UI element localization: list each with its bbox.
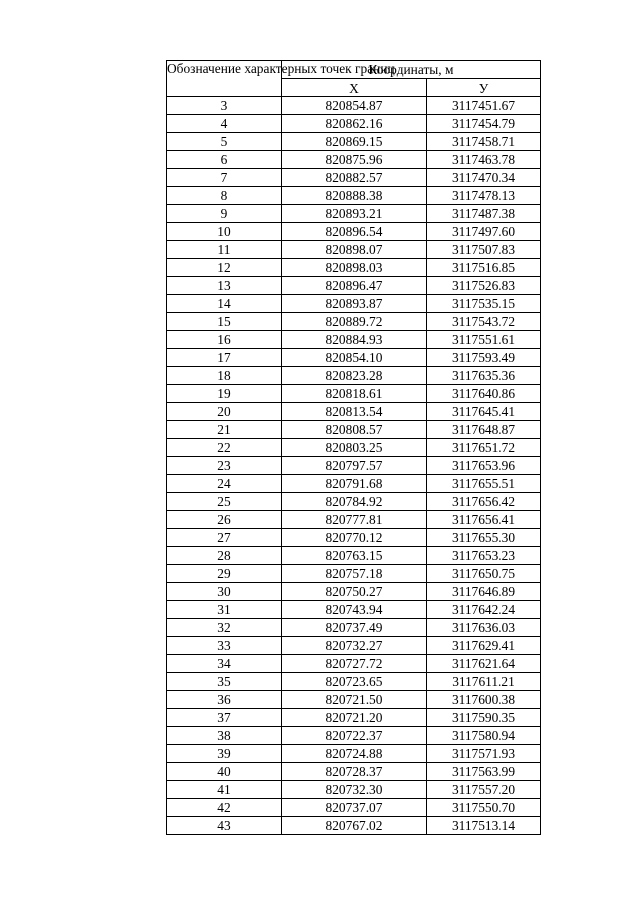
table-row xyxy=(167,583,541,601)
table-row xyxy=(167,817,541,835)
table-row xyxy=(167,511,541,529)
point-id-cell: 39 xyxy=(167,745,282,763)
table-row xyxy=(167,799,541,817)
point-id-cell: 20 xyxy=(167,403,282,421)
table-row xyxy=(167,781,541,799)
table-row xyxy=(167,97,541,115)
x-coordinate-cell: 820889.72 xyxy=(282,313,427,331)
x-coordinate-cell: 820882.57 xyxy=(282,169,427,187)
table-row xyxy=(167,691,541,709)
x-coordinate-cell: 820813.54 xyxy=(282,403,427,421)
y-coordinate-cell: 3117635.36 xyxy=(427,367,541,385)
x-coordinate-cell: 820862.16 xyxy=(282,115,427,133)
table-row xyxy=(167,241,541,259)
y-coordinate-cell: 3117645.41 xyxy=(427,403,541,421)
point-id-cell: 43 xyxy=(167,817,282,835)
x-coordinate-cell: 820750.27 xyxy=(282,583,427,601)
point-id-cell: 33 xyxy=(167,637,282,655)
table-row xyxy=(167,205,541,223)
table-row xyxy=(167,349,541,367)
table-row xyxy=(167,529,541,547)
y-coordinate-cell: 3117656.42 xyxy=(427,493,541,511)
point-id-cell: 25 xyxy=(167,493,282,511)
x-coordinate-cell: 820818.61 xyxy=(282,385,427,403)
x-coordinate-cell: 820791.68 xyxy=(282,475,427,493)
y-coordinate-cell: 3117478.13 xyxy=(427,187,541,205)
table-row xyxy=(167,169,541,187)
x-coordinate-cell: 820854.10 xyxy=(282,349,427,367)
table-row xyxy=(167,637,541,655)
x-coordinate-cell: 820763.15 xyxy=(282,547,427,565)
y-coordinate-cell: 3117636.03 xyxy=(427,619,541,637)
table-row xyxy=(167,601,541,619)
x-coordinate-cell: 820875.96 xyxy=(282,151,427,169)
y-coordinate-cell: 3117646.89 xyxy=(427,583,541,601)
y-coordinate-cell: 3117656.41 xyxy=(427,511,541,529)
x-coordinate-cell: 820898.07 xyxy=(282,241,427,259)
point-id-cell: 40 xyxy=(167,763,282,781)
point-id-cell: 42 xyxy=(167,799,282,817)
point-id-cell: 38 xyxy=(167,727,282,745)
y-coordinate-cell: 3117653.23 xyxy=(427,547,541,565)
x-coordinate-cell: 820898.03 xyxy=(282,259,427,277)
point-id-cell: 31 xyxy=(167,601,282,619)
y-coordinate-cell: 3117648.87 xyxy=(427,421,541,439)
table-row xyxy=(167,187,541,205)
table-row xyxy=(167,709,541,727)
y-coordinate-cell: 3117600.38 xyxy=(427,691,541,709)
point-id-cell: 11 xyxy=(167,241,282,259)
y-coordinate-cell: 3117651.72 xyxy=(427,439,541,457)
table-row xyxy=(167,745,541,763)
point-id-cell: 19 xyxy=(167,385,282,403)
x-coordinate-cell: 820737.07 xyxy=(282,799,427,817)
y-coordinate-cell: 3117513.14 xyxy=(427,817,541,835)
point-id-cell: 26 xyxy=(167,511,282,529)
x-coordinate-cell: 820728.37 xyxy=(282,763,427,781)
point-id-cell: 22 xyxy=(167,439,282,457)
point-id-cell: 15 xyxy=(167,313,282,331)
point-id-cell: 3 xyxy=(167,97,282,115)
table-row xyxy=(167,457,541,475)
y-coordinate-cell: 3117621.64 xyxy=(427,655,541,673)
y-coordinate-cell: 3117655.30 xyxy=(427,529,541,547)
point-id-cell: 27 xyxy=(167,529,282,547)
point-id-cell: 14 xyxy=(167,295,282,313)
y-coordinate-cell: 3117463.78 xyxy=(427,151,541,169)
y-coordinate-cell: 3117653.96 xyxy=(427,457,541,475)
point-id-cell: 4 xyxy=(167,115,282,133)
point-id-cell: 36 xyxy=(167,691,282,709)
point-id-cell: 12 xyxy=(167,259,282,277)
point-id-cell: 24 xyxy=(167,475,282,493)
table-row xyxy=(167,259,541,277)
y-coordinate-cell: 3117451.67 xyxy=(427,97,541,115)
table-row xyxy=(167,133,541,151)
point-id-cell: 17 xyxy=(167,349,282,367)
coordinates-header: Координаты, м xyxy=(282,61,541,79)
point-id-cell: 23 xyxy=(167,457,282,475)
table-row xyxy=(167,115,541,133)
y-coordinate-cell: 3117563.99 xyxy=(427,763,541,781)
y-coordinate-cell: 3117454.79 xyxy=(427,115,541,133)
point-id-cell: 37 xyxy=(167,709,282,727)
point-id-cell: 6 xyxy=(167,151,282,169)
table-row xyxy=(167,439,541,457)
table-row xyxy=(167,547,541,565)
table-row xyxy=(167,277,541,295)
point-id-cell: 7 xyxy=(167,169,282,187)
table-row xyxy=(167,421,541,439)
x-coordinate-cell: 820724.88 xyxy=(282,745,427,763)
y-coordinate-cell: 3117640.86 xyxy=(427,385,541,403)
point-id-cell: 28 xyxy=(167,547,282,565)
y-coordinate-cell: 3117507.83 xyxy=(427,241,541,259)
table-row xyxy=(167,655,541,673)
point-id-cell: 9 xyxy=(167,205,282,223)
y-coordinate-cell: 3117580.94 xyxy=(427,727,541,745)
y-coordinate-cell: 3117470.34 xyxy=(427,169,541,187)
x-coordinate-cell: 820869.15 xyxy=(282,133,427,151)
point-id-cell: 16 xyxy=(167,331,282,349)
y-coordinate-cell: 3117611.21 xyxy=(427,673,541,691)
y-coordinate-cell: 3117497.60 xyxy=(427,223,541,241)
point-id-cell: 13 xyxy=(167,277,282,295)
x-coordinate-cell: 820722.37 xyxy=(282,727,427,745)
y-coordinate-cell: 3117551.61 xyxy=(427,331,541,349)
y-coordinate-cell: 3117590.35 xyxy=(427,709,541,727)
x-coordinate-cell: 820854.87 xyxy=(282,97,427,115)
x-coordinate-cell: 820757.18 xyxy=(282,565,427,583)
y-coordinate-cell: 3117593.49 xyxy=(427,349,541,367)
point-id-cell: 10 xyxy=(167,223,282,241)
table-row xyxy=(167,403,541,421)
x-coordinate-cell: 820770.12 xyxy=(282,529,427,547)
y-coordinate-cell: 3117650.75 xyxy=(427,565,541,583)
x-coordinate-cell: 820767.02 xyxy=(282,817,427,835)
x-coordinate-cell: 820784.92 xyxy=(282,493,427,511)
y-coordinate-cell: 3117571.93 xyxy=(427,745,541,763)
x-coordinate-cell: 820721.50 xyxy=(282,691,427,709)
y-header: У xyxy=(427,79,541,97)
x-coordinate-cell: 820893.21 xyxy=(282,205,427,223)
table-row xyxy=(167,565,541,583)
y-coordinate-cell: 3117550.70 xyxy=(427,799,541,817)
x-coordinate-cell: 820732.30 xyxy=(282,781,427,799)
x-coordinate-cell: 820888.38 xyxy=(282,187,427,205)
x-coordinate-cell: 820777.81 xyxy=(282,511,427,529)
table-row xyxy=(167,475,541,493)
table-row xyxy=(167,385,541,403)
table-header xyxy=(167,61,541,97)
point-id-cell: 29 xyxy=(167,565,282,583)
table-row xyxy=(167,331,541,349)
table-row xyxy=(167,367,541,385)
table-row xyxy=(167,619,541,637)
y-coordinate-cell: 3117487.38 xyxy=(427,205,541,223)
y-coordinate-cell: 3117655.51 xyxy=(427,475,541,493)
coordinates-table xyxy=(166,60,541,835)
table-row xyxy=(167,295,541,313)
x-coordinate-cell: 820737.49 xyxy=(282,619,427,637)
x-coordinate-cell: 820896.47 xyxy=(282,277,427,295)
point-id-cell: 41 xyxy=(167,781,282,799)
table-body xyxy=(167,97,541,835)
y-coordinate-cell: 3117629.41 xyxy=(427,637,541,655)
point-id-cell: 5 xyxy=(167,133,282,151)
x-coordinate-cell: 820723.65 xyxy=(282,673,427,691)
point-id-cell: 18 xyxy=(167,367,282,385)
y-coordinate-cell: 3117543.72 xyxy=(427,313,541,331)
y-coordinate-cell: 3117557.20 xyxy=(427,781,541,799)
point-id-cell: 34 xyxy=(167,655,282,673)
x-coordinate-cell: 820893.87 xyxy=(282,295,427,313)
y-coordinate-cell: 3117526.83 xyxy=(427,277,541,295)
point-id-cell: 35 xyxy=(167,673,282,691)
x-coordinate-cell: 820721.20 xyxy=(282,709,427,727)
point-id-cell: 30 xyxy=(167,583,282,601)
x-coordinate-cell: 820732.27 xyxy=(282,637,427,655)
point-label-header: Обозначение характерных точек границ xyxy=(167,61,282,97)
table-row xyxy=(167,223,541,241)
x-coordinate-cell: 820797.57 xyxy=(282,457,427,475)
y-coordinate-cell: 3117642.24 xyxy=(427,601,541,619)
x-header: X xyxy=(282,79,427,97)
point-id-cell: 32 xyxy=(167,619,282,637)
x-coordinate-cell: 820823.28 xyxy=(282,367,427,385)
x-coordinate-cell: 820743.94 xyxy=(282,601,427,619)
y-coordinate-cell: 3117516.85 xyxy=(427,259,541,277)
table-row xyxy=(167,493,541,511)
x-coordinate-cell: 820803.25 xyxy=(282,439,427,457)
x-coordinate-cell: 820896.54 xyxy=(282,223,427,241)
y-coordinate-cell: 3117535.15 xyxy=(427,295,541,313)
x-coordinate-cell: 820727.72 xyxy=(282,655,427,673)
x-coordinate-cell: 820808.57 xyxy=(282,421,427,439)
table-row xyxy=(167,727,541,745)
header-row-top xyxy=(167,61,541,79)
table-row xyxy=(167,313,541,331)
x-coordinate-cell: 820884.93 xyxy=(282,331,427,349)
point-id-cell: 8 xyxy=(167,187,282,205)
point-id-cell: 21 xyxy=(167,421,282,439)
table-row xyxy=(167,151,541,169)
table-row xyxy=(167,673,541,691)
table-row xyxy=(167,763,541,781)
y-coordinate-cell: 3117458.71 xyxy=(427,133,541,151)
